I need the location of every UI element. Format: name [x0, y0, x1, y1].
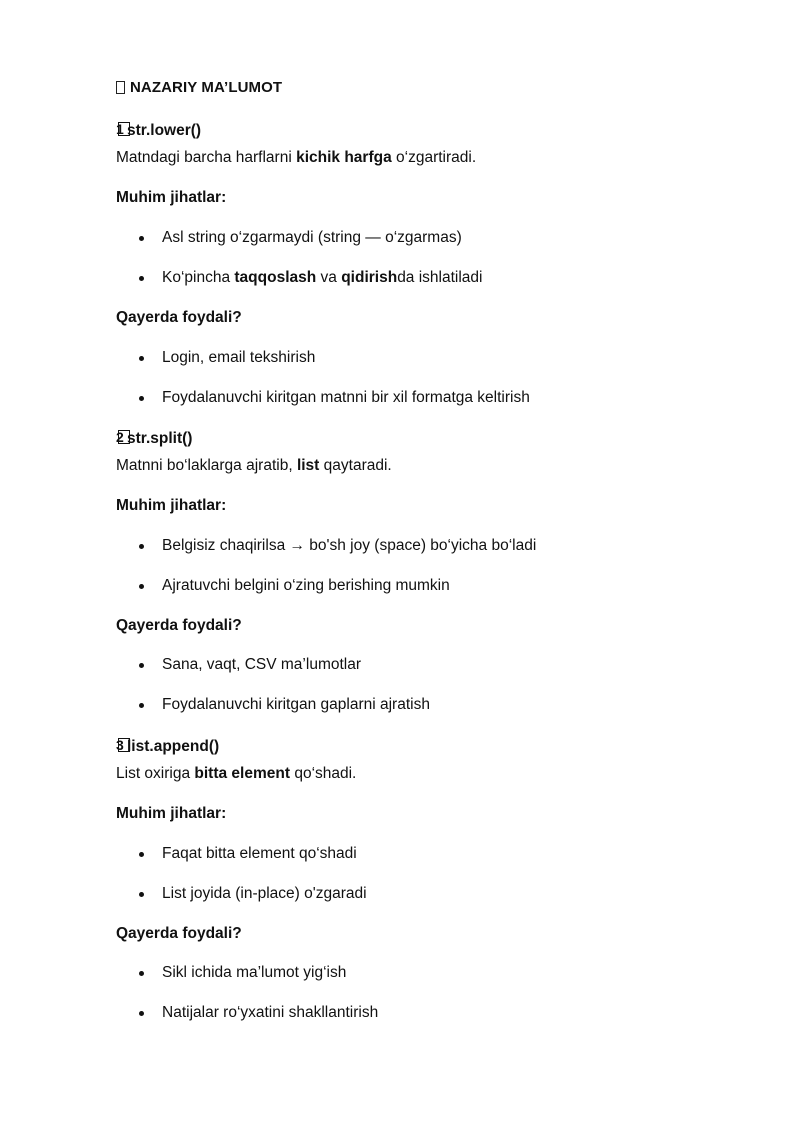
list-item: Ko‘pincha taqqoslash va qidirishda ishlatiladi	[162, 269, 483, 287]
bullet-icon	[139, 971, 144, 976]
section-3-useful-label: Qayerda foydali?	[116, 925, 242, 942]
list-item: Asl string o‘zgarmaydi (string — o‘zgarmas)	[162, 229, 462, 247]
section-2-useful-label: Qayerda foydali?	[116, 617, 242, 634]
keycap-number-icon: 1	[116, 122, 131, 137]
list-item: List joyida (in-place) o'zgaradi	[162, 885, 367, 903]
bullet-icon	[139, 584, 144, 589]
list-item: Foydalanuvchi kiritgan gaplarni ajratish	[162, 696, 430, 714]
bullet-icon	[139, 356, 144, 361]
bullet-icon	[139, 892, 144, 897]
page-title-text: NAZARIY MA’LUMOT	[130, 79, 283, 96]
list-item: Ajratuvchi belgini o‘zing berishing mumkin	[162, 577, 450, 595]
list-item: Sikl ichida ma’lumot yig‘ish	[162, 964, 346, 982]
bullet-icon	[139, 236, 144, 241]
bullet-icon	[139, 663, 144, 668]
list-item: Foydalanuvchi kiritgan matnni bir xil formatga keltirish	[162, 389, 530, 407]
section-1-title: 1 str.lower()	[116, 121, 202, 139]
keycap-number-icon: 3	[116, 738, 131, 753]
section-2-important-label: Muhim jihatlar:	[116, 497, 227, 514]
section-3-title: 3 list.append()	[116, 737, 220, 755]
keycap-number-icon: 2	[116, 430, 131, 445]
section-2-description: Matnni bo‘laklarga ajratib, list qaytaradi.	[116, 457, 392, 474]
section-1-useful-label: Qayerda foydali?	[116, 309, 242, 326]
list-item: Faqat bitta element qo‘shadi	[162, 845, 357, 863]
list-item: Natijalar ro‘yxatini shakllantirish	[162, 1004, 378, 1022]
bullet-icon	[139, 852, 144, 857]
page-title	[116, 79, 282, 96]
section-2-title: 2 str.split()	[116, 429, 193, 447]
bullet-icon	[139, 1011, 144, 1016]
list-item: Belgisiz chaqirilsa → bo'sh joy (space) bo‘yicha bo‘ladi	[162, 537, 536, 555]
bullet-icon	[139, 544, 144, 549]
bullet-icon	[139, 276, 144, 281]
section-1-description: Matndagi barcha harflarni kichik harfga o‘zgartiradi.	[116, 149, 477, 166]
section-3-important-label: Muhim jihatlar:	[116, 805, 227, 822]
bullet-icon	[139, 396, 144, 401]
missing-glyph-icon	[116, 81, 125, 94]
section-1-important-label: Muhim jihatlar:	[116, 189, 227, 206]
list-item: Login, email tekshirish	[162, 349, 315, 367]
section-3-description: List oxiriga bitta element qo‘shadi.	[116, 765, 357, 782]
list-item: Sana, vaqt, CSV ma’lumotlar	[162, 656, 361, 674]
bullet-icon	[139, 703, 144, 708]
